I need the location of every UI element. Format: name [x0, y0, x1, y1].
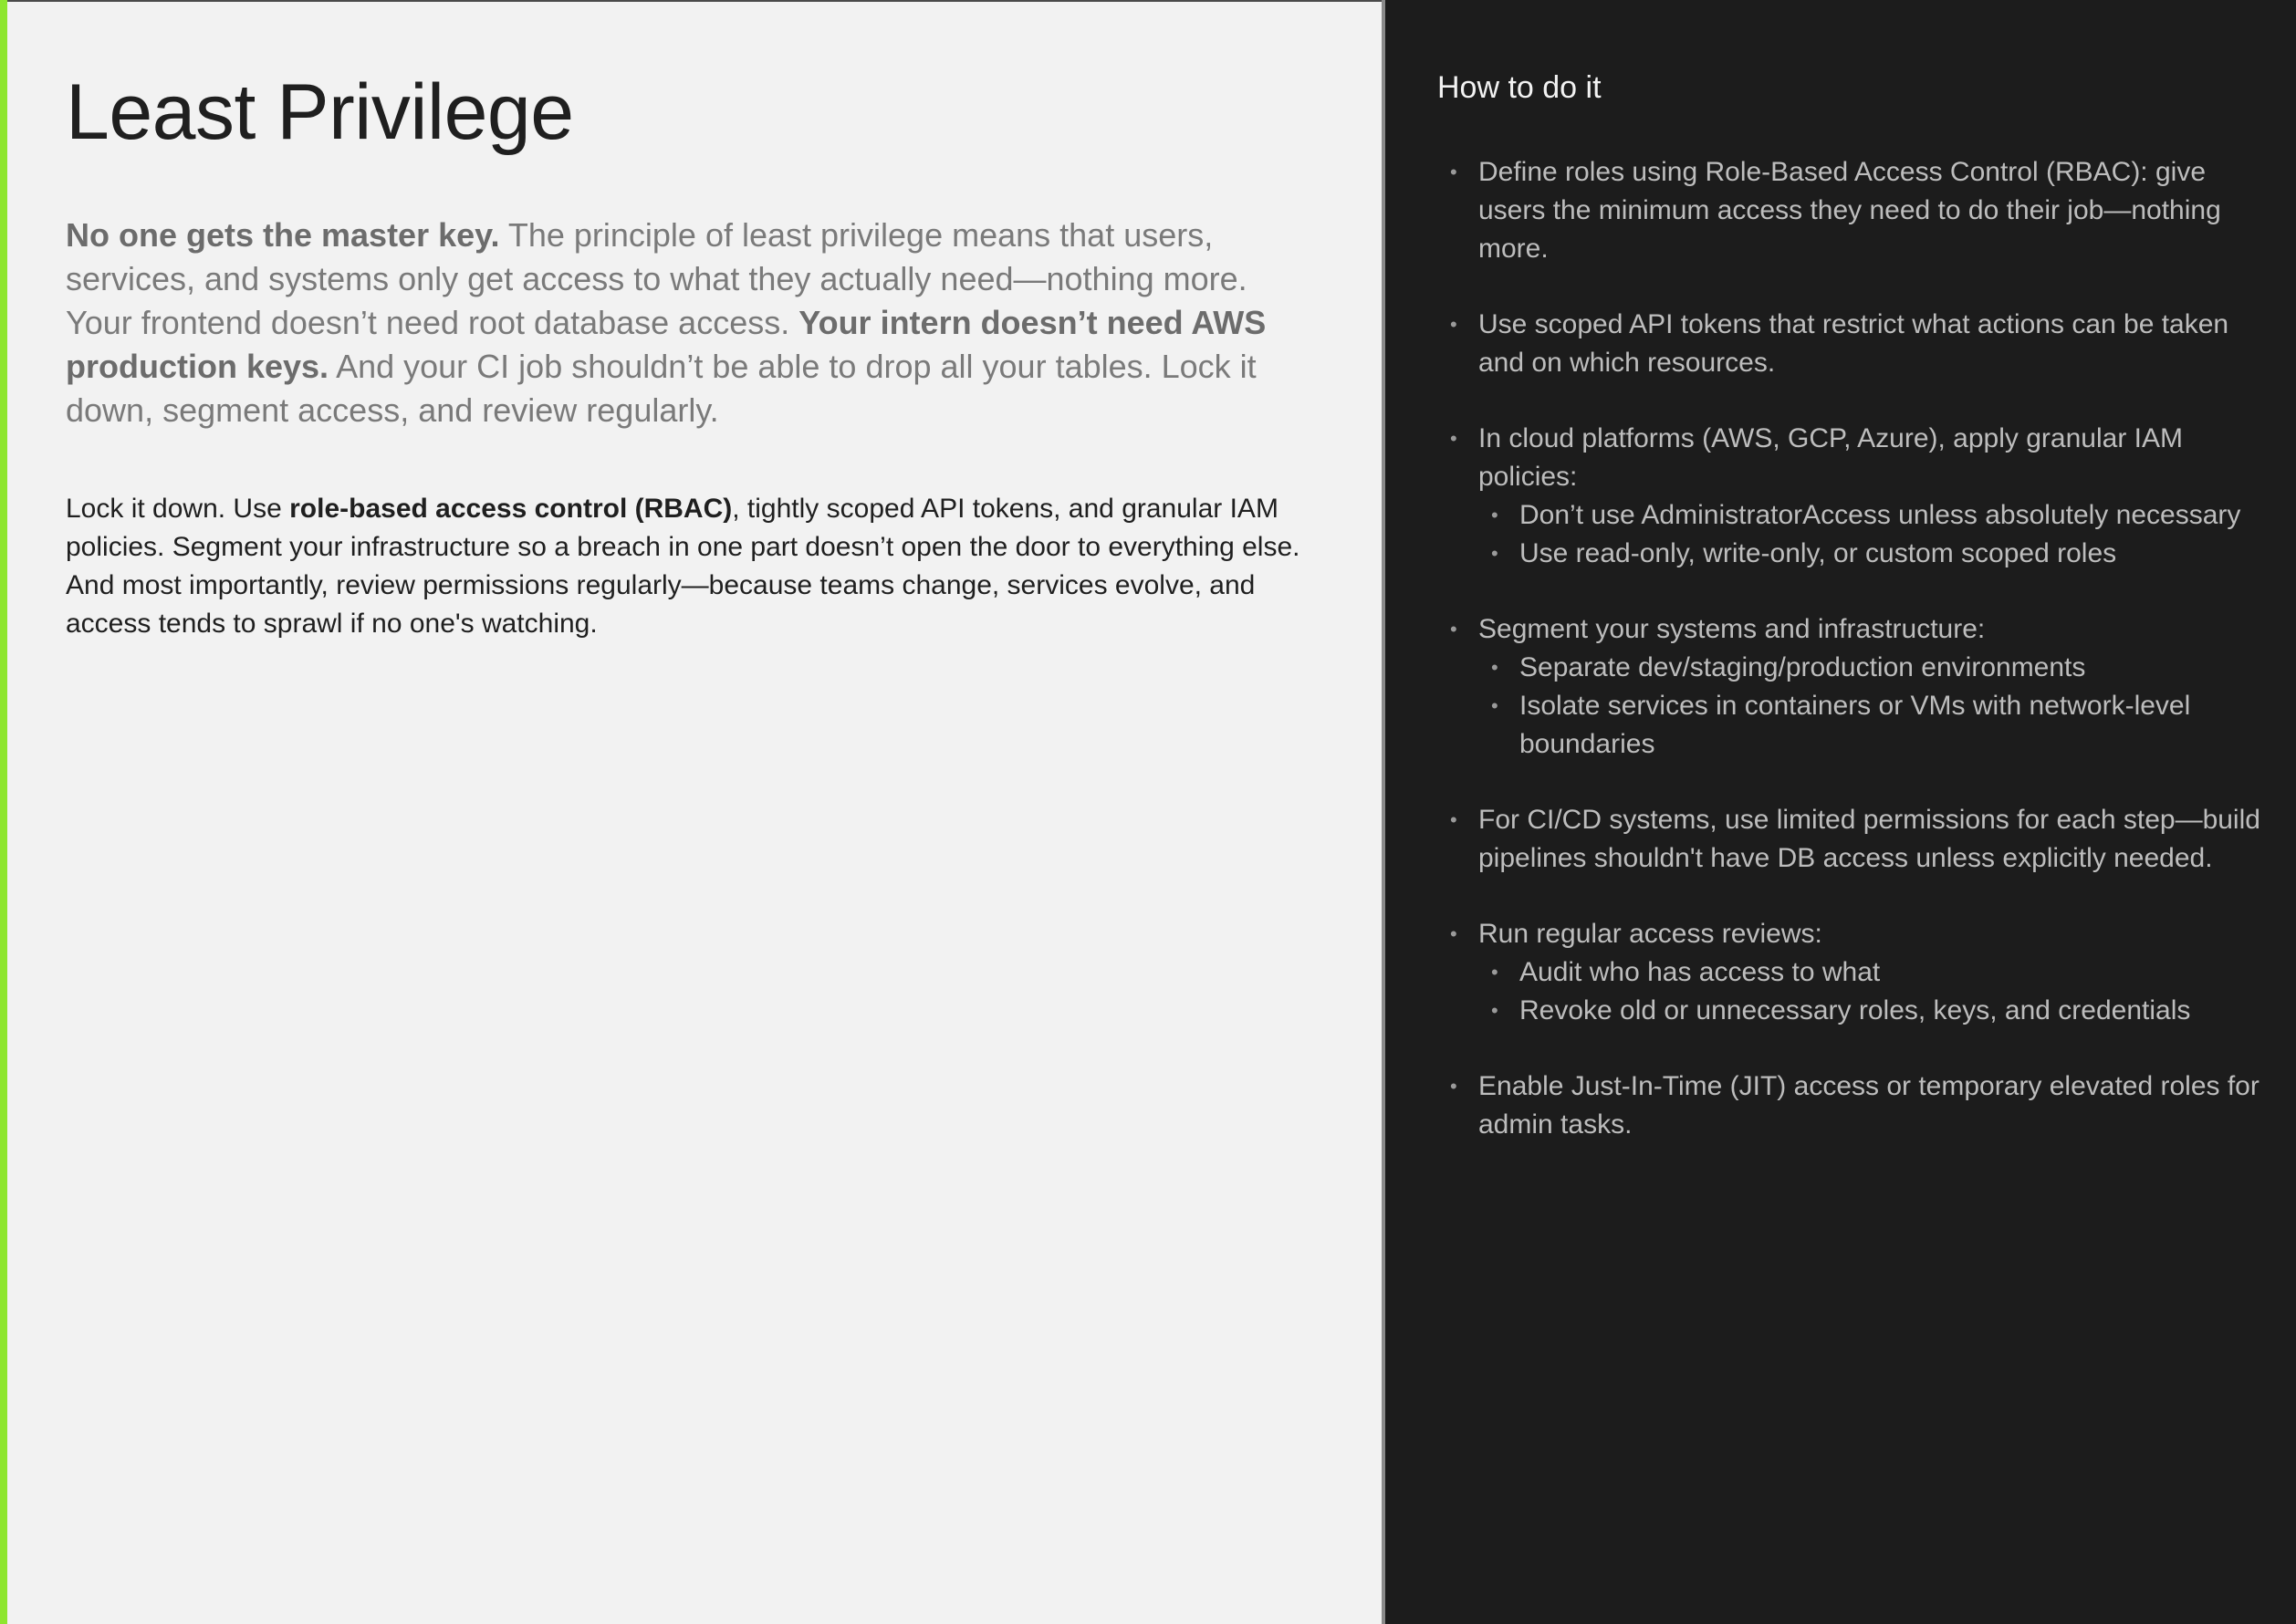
list-item-text: Run regular access reviews: [1478, 919, 1822, 949]
lede-paragraph [66, 213, 1316, 432]
howto-title: How to do it [1437, 70, 1602, 105]
sub-list-item: • Revoke old or unnecessary roles, keys, and credentials [1478, 992, 2268, 1030]
list-item [1437, 801, 2268, 878]
list-item [1437, 153, 2268, 268]
body-strong: role-based access control (RBAC) [289, 494, 733, 524]
howto-list [1437, 153, 2268, 1182]
sub-list-item: • Audit who has access to what [1478, 953, 2268, 992]
accent-bar [0, 0, 7, 1624]
list-item-text: Enable Just-In-Time (JIT) access or temporary elevated roles for admin tasks. [1478, 1071, 2259, 1140]
lede-text-1: The principle of least privilege means that users, services, and systems only get access to what they actually need—nothing more. Your frontend doesn’t need root database access. [66, 216, 1247, 341]
sub-list-item: • Use read-only, write-only, or custom scoped roles [1478, 535, 2268, 573]
body-text-1: Lock it down. Use [66, 494, 290, 524]
howto-panel [1385, 0, 2296, 1624]
list-item [1437, 420, 2268, 573]
sub-list-item: • Separate dev/staging/production environments [1478, 649, 2268, 687]
list-item [1437, 915, 2268, 1030]
body-paragraph [66, 490, 1334, 643]
sub-list [1478, 649, 2268, 764]
content-panel [7, 0, 1383, 1624]
list-item-text: Use scoped API tokens that restrict what actions can be taken and on which resources. [1478, 309, 2229, 378]
lede-text-2: And your CI job shouldn’t be able to drop all your tables. Lock it down, segment access, and review regularly. [66, 348, 1257, 429]
sub-list-item: • Isolate services in containers or VMs with network-level boundaries [1478, 687, 2268, 764]
page-title: Least Privilege [66, 68, 574, 156]
list-item-text: For CI/CD systems, use limited permissions for each step—build pipelines shouldn't have DB access unless explicitly needed. [1478, 805, 2260, 873]
list-item-text: Segment your systems and infrastructure: [1478, 614, 1986, 644]
list-item [1437, 610, 2268, 764]
list-item [1437, 1067, 2268, 1144]
sub-list [1478, 496, 2268, 573]
lede-strong-1: No one gets the master key. [66, 216, 500, 254]
list-item [1437, 306, 2268, 382]
list-item-text: In cloud platforms (AWS, GCP, Azure), apply granular IAM policies: [1478, 423, 2183, 492]
lede-strong-2: Your intern doesn’t need AWS production keys. [66, 304, 1267, 385]
sub-list [1478, 953, 2268, 1030]
list-item-text: Define roles using Role-Based Access Control (RBAC): give users the minimum access they need to do their job—nothing more. [1478, 157, 2221, 264]
body-text-2: , tightly scoped API tokens, and granular IAM policies. Segment your infrastructure so a breach in one part doesn’t open the door to everything else. And most importantly, review permissions regularly—because teams change, services evolve, and access tends to sprawl if no one's watching. [66, 494, 1300, 639]
sub-list-item: • Don’t use AdministratorAccess unless absolutely necessary [1478, 496, 2268, 535]
